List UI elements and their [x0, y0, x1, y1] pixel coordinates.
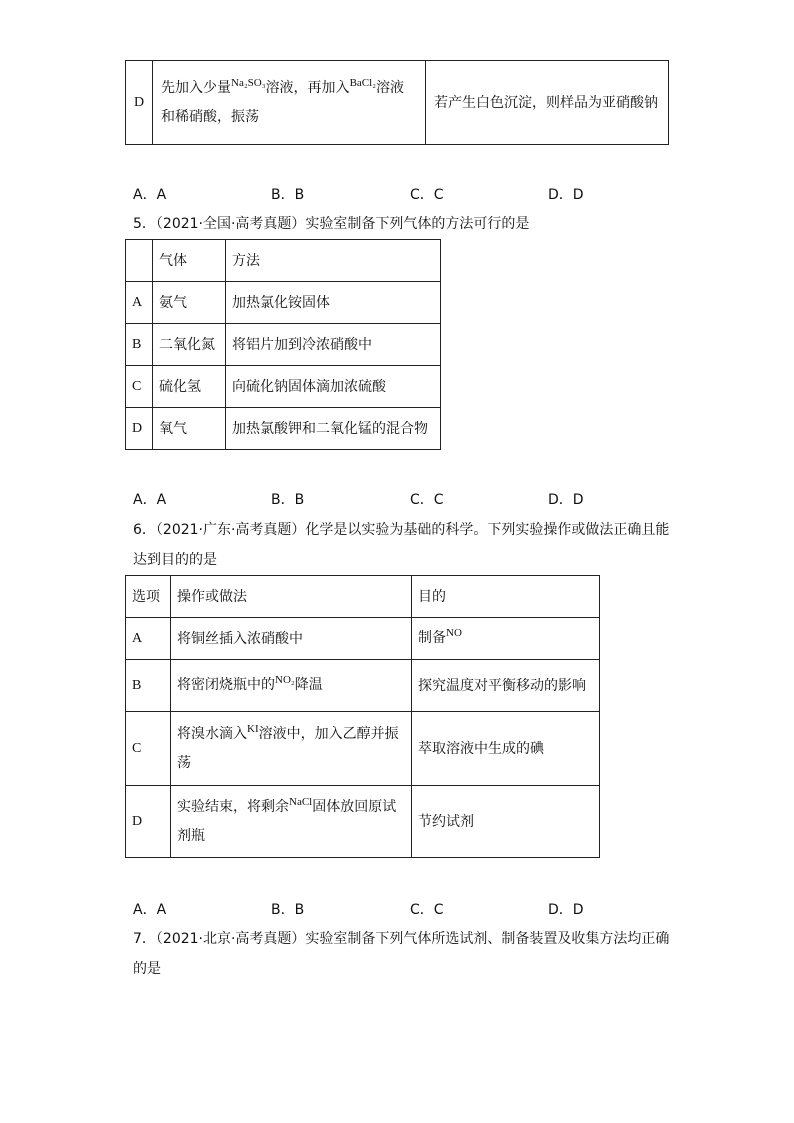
- answer-options: [133, 184, 603, 204]
- operation-text: 将溴水滴入: [177, 726, 247, 742]
- method-text: 先加入少量: [161, 80, 231, 96]
- table-row: [126, 712, 600, 786]
- table-row: [126, 324, 441, 366]
- option-label: D: [126, 408, 153, 450]
- operation-text: 固体放回原试: [312, 799, 397, 815]
- header-cell: 选项: [126, 576, 171, 618]
- method-cell: [153, 61, 426, 145]
- option-c[interactable]: C．C: [410, 902, 444, 918]
- operation-text: 剂瓶: [177, 828, 205, 844]
- option-d[interactable]: D．D: [548, 492, 584, 508]
- option-label: B: [126, 324, 153, 366]
- conclusion-cell: 若产生白色沉淀，则样品为亚硝酸钠: [426, 61, 669, 145]
- question-7-stem-line2: 的是: [133, 961, 161, 977]
- table-row: [126, 786, 600, 858]
- table-row: [126, 618, 600, 660]
- header-cell: [126, 240, 153, 282]
- method-text: 和稀硝酸，振荡: [161, 109, 259, 125]
- option-a[interactable]: A．A: [133, 187, 167, 203]
- option-c[interactable]: C．C: [410, 492, 444, 508]
- answer-options: [133, 489, 603, 509]
- operation-cell: [171, 660, 412, 712]
- method-cell: 向硫化钠固体滴加浓硫酸: [226, 366, 441, 408]
- goal-cell: [412, 618, 600, 660]
- q5-table: [125, 239, 441, 450]
- question-5-stem: 5．（2021·全国·高考真题）实验室制备下列气体的方法可行的是: [133, 216, 530, 232]
- table-header-row: [126, 576, 600, 618]
- chem-formula: BaCl₂: [349, 77, 377, 89]
- header-cell: 方法: [226, 240, 441, 282]
- table-row: [126, 408, 441, 450]
- gas-cell: 氧气: [153, 408, 226, 450]
- question-6-stem-line1: 6．（2021·广东·高考真题）化学是以实验为基础的科学。下列实验操作或做法正确且能: [133, 522, 670, 538]
- method-cell: 加热氯酸钾和二氧化锰的混合物: [226, 408, 441, 450]
- option-label: D: [126, 786, 171, 858]
- option-a[interactable]: A．A: [133, 492, 167, 508]
- operation-cell: [171, 786, 412, 858]
- answer-options: [133, 899, 603, 919]
- table-row: [126, 61, 669, 145]
- option-d[interactable]: D．D: [548, 902, 584, 918]
- operation-cell: [171, 712, 412, 786]
- operation-cell: 将铜丝插入浓硝酸中: [171, 618, 412, 660]
- table-header-row: [126, 240, 441, 282]
- goal-text: 制备: [418, 630, 446, 646]
- chem-formula: KI: [247, 723, 259, 735]
- option-label: D: [126, 61, 153, 145]
- table-row: [126, 282, 441, 324]
- option-label: A: [126, 282, 153, 324]
- option-label: C: [126, 366, 153, 408]
- option-d[interactable]: D．D: [548, 187, 584, 203]
- option-label: A: [126, 618, 171, 660]
- operation-text: 实验结束，将剩余: [177, 799, 289, 815]
- chem-formula: Na₂SO₃: [231, 77, 266, 89]
- operation-text: 将密闭烧瓶中的: [177, 677, 275, 693]
- chem-formula: NaCl: [289, 796, 313, 808]
- option-c[interactable]: C．C: [410, 187, 444, 203]
- goal-cell: 萃取溶液中生成的碘: [412, 712, 600, 786]
- option-label: B: [126, 660, 171, 712]
- gas-cell: 硫化氢: [153, 366, 226, 408]
- q6-table: [125, 575, 600, 858]
- goal-cell: 探究温度对平衡移动的影响: [412, 660, 600, 712]
- operation-text: 荡: [177, 755, 191, 771]
- goal-cell: 节约试剂: [412, 786, 600, 858]
- option-b[interactable]: B．B: [271, 492, 305, 508]
- question-6-stem-line2: 达到目的的是: [133, 552, 217, 568]
- table-row: [126, 366, 441, 408]
- option-a[interactable]: A．A: [133, 902, 167, 918]
- top-table: [125, 60, 669, 145]
- option-b[interactable]: B．B: [271, 902, 305, 918]
- method-cell: 加热氯化铵固体: [226, 282, 441, 324]
- operation-text: 溶液中，加入乙醇并振: [258, 726, 399, 742]
- question-7-stem-line1: 7．（2021·北京·高考真题）实验室制备下列气体所选试剂、制备装置及收集方法均正确: [133, 931, 670, 947]
- operation-text: 降温: [294, 677, 323, 693]
- table-row: [126, 660, 600, 712]
- header-cell: 操作或做法: [171, 576, 412, 618]
- method-text: 溶液: [376, 80, 405, 96]
- gas-cell: 二氧化氮: [153, 324, 226, 366]
- option-b[interactable]: B．B: [271, 187, 305, 203]
- chem-formula: NO: [446, 627, 462, 639]
- gas-cell: 氨气: [153, 282, 226, 324]
- method-text: 溶液，再加入: [265, 80, 350, 96]
- header-cell: 气体: [153, 240, 226, 282]
- option-label: C: [126, 712, 171, 786]
- header-cell: 目的: [412, 576, 600, 618]
- chem-formula: NO₂: [275, 674, 295, 686]
- method-cell: 将铝片加到冷浓硝酸中: [226, 324, 441, 366]
